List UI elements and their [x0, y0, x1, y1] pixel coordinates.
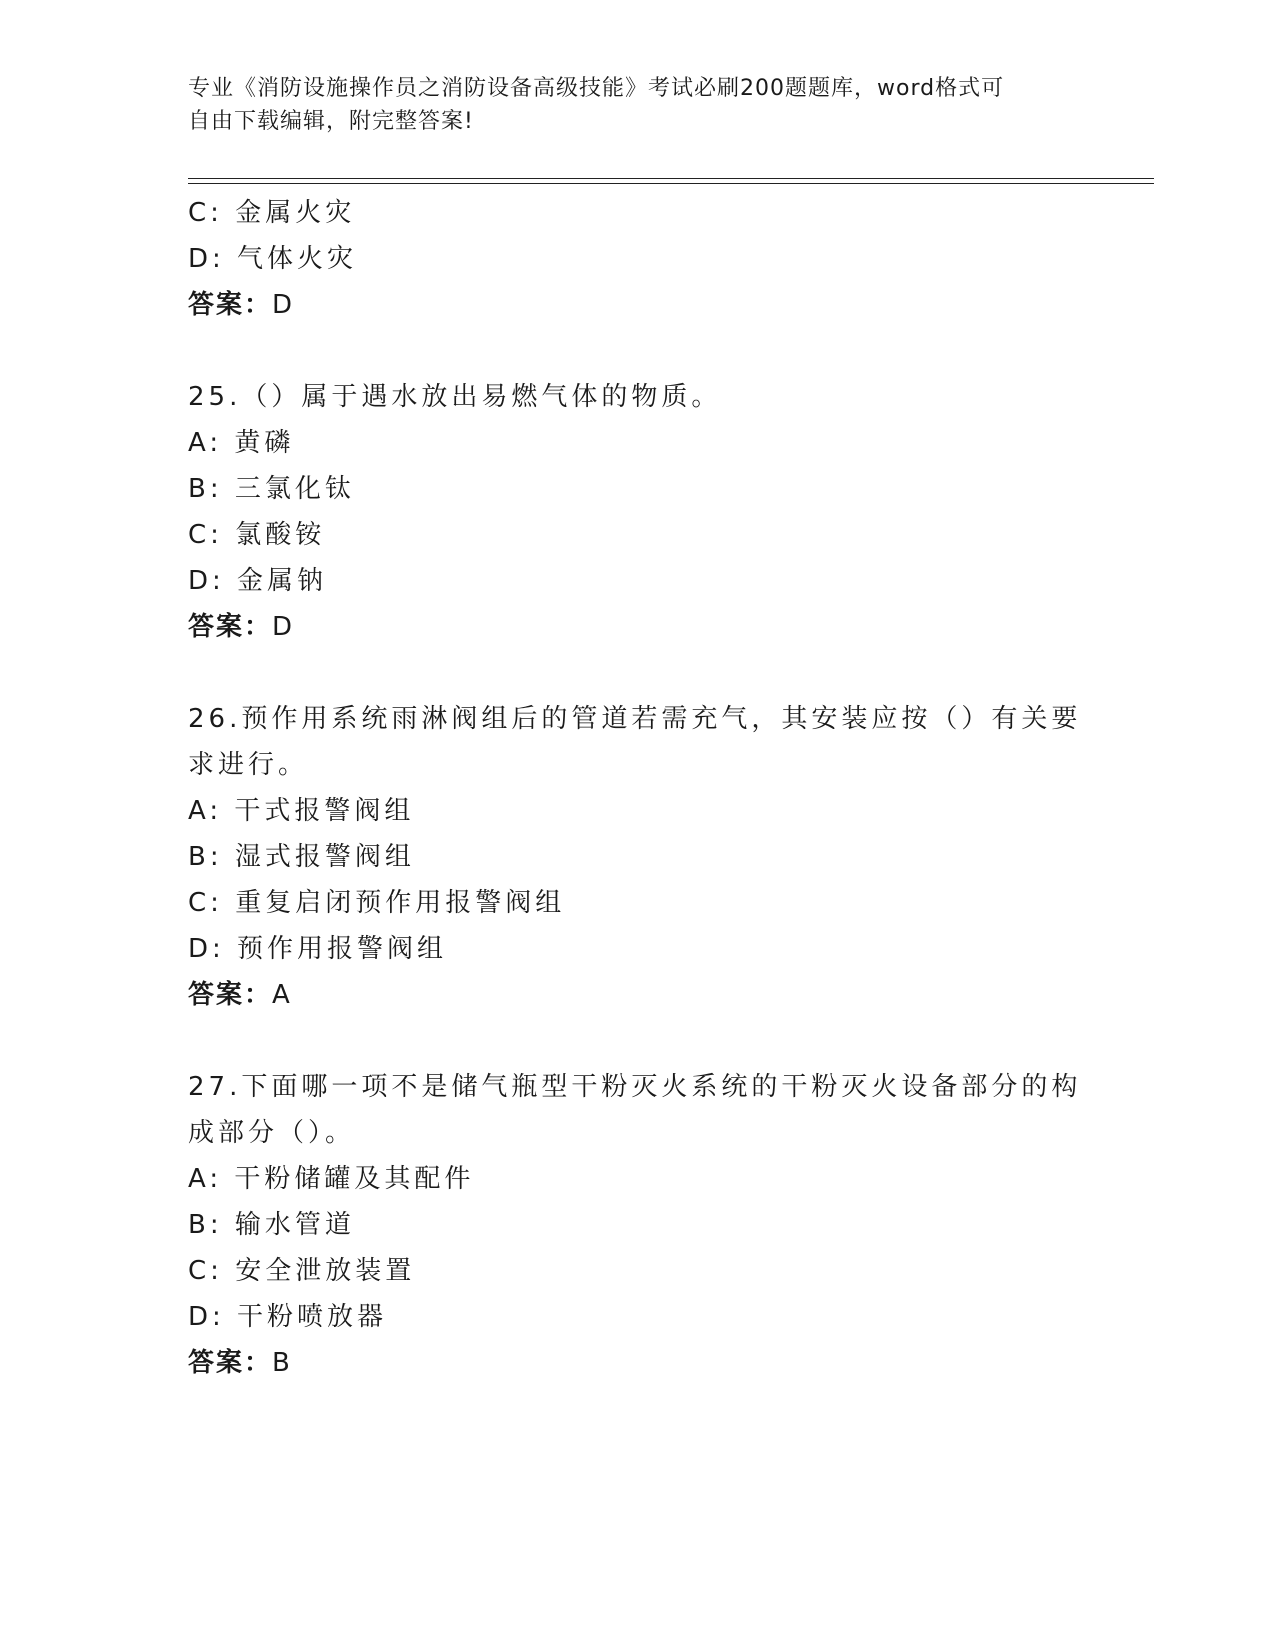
option-a [188, 420, 1088, 466]
option-text: 干粉喷放器 [237, 1302, 388, 1332]
option-text: 安全泄放装置 [235, 1256, 416, 1286]
option-key: D: [188, 934, 225, 964]
question-25 [188, 374, 1088, 650]
option-text: 三氯化钛 [234, 474, 355, 504]
option-text: 干粉储罐及其配件 [234, 1164, 475, 1194]
option-text: 气体火灾 [237, 244, 358, 274]
option-key: A: [188, 428, 223, 458]
option-key: C: [188, 520, 223, 550]
option-key: D: [188, 244, 225, 274]
option-text: 氯酸铵 [235, 520, 326, 550]
header-divider-top [188, 178, 1154, 179]
option-text: 湿式报警阀组 [234, 842, 415, 872]
answer-line [188, 604, 1088, 650]
option-text: 干式报警阀组 [234, 796, 415, 826]
option-key: C: [188, 888, 223, 918]
option-text: 预作用报警阀组 [237, 934, 448, 964]
option-d [188, 1294, 1088, 1340]
option-d [188, 236, 1088, 282]
header-divider-bottom [188, 183, 1154, 184]
spacer [188, 328, 1088, 374]
option-text: 重复启闭预作用报警阀组 [235, 888, 566, 918]
answer-label: 答案： [188, 980, 273, 1010]
question-26 [188, 696, 1088, 1018]
option-key: D: [188, 1302, 225, 1332]
answer-line [188, 972, 1088, 1018]
answer-label: 答案： [188, 290, 273, 320]
answer-line [188, 1340, 1088, 1386]
question-list [188, 190, 1088, 1386]
answer-label: 答案： [188, 612, 273, 642]
header-line-1: 专业《消防设施操作员之消防设备高级技能》考试必刷200题题库，word格式可 [188, 76, 1005, 101]
spacer [188, 650, 1088, 696]
answer-value: B [272, 1348, 292, 1378]
header-line-2: 自由下载编辑，附完整答案! [188, 109, 474, 134]
spacer [188, 1018, 1088, 1064]
option-text: 输水管道 [234, 1210, 355, 1240]
answer-label: 答案： [188, 1348, 273, 1378]
option-b [188, 834, 1088, 880]
question-continuation [188, 190, 1088, 328]
option-key: A: [188, 1164, 223, 1194]
option-c [188, 1248, 1088, 1294]
option-d [188, 558, 1088, 604]
question-stem: 26.预作用系统雨淋阀组后的管道若需充气，其安装应按（）有关要求进行。 [188, 704, 1082, 780]
option-key: B: [188, 474, 223, 504]
question-stem: 27.下面哪一项不是储气瓶型干粉灭火系统的干粉灭火设备部分的构成部分（）。 [188, 1072, 1082, 1148]
option-key: A: [188, 796, 223, 826]
answer-line [188, 282, 1088, 328]
option-c [188, 190, 1088, 236]
option-a [188, 1156, 1088, 1202]
option-c [188, 512, 1088, 558]
option-key: D: [188, 566, 225, 596]
option-key: B: [188, 842, 223, 872]
option-text: 黄磷 [234, 428, 295, 458]
option-key: B: [188, 1210, 223, 1240]
answer-value: D [272, 612, 295, 642]
question-stem: 25.（）属于遇水放出易燃气体的物质。 [188, 382, 722, 412]
option-d [188, 926, 1088, 972]
document-header [188, 72, 1068, 138]
option-key: C: [188, 198, 223, 228]
option-text: 金属钠 [237, 566, 328, 596]
option-text: 金属火灾 [235, 198, 356, 228]
question-27 [188, 1064, 1088, 1386]
option-a [188, 788, 1088, 834]
option-b [188, 466, 1088, 512]
option-b [188, 1202, 1088, 1248]
option-c [188, 880, 1088, 926]
option-key: C: [188, 1256, 223, 1286]
answer-value: D [272, 290, 295, 320]
answer-value: A [272, 980, 292, 1010]
